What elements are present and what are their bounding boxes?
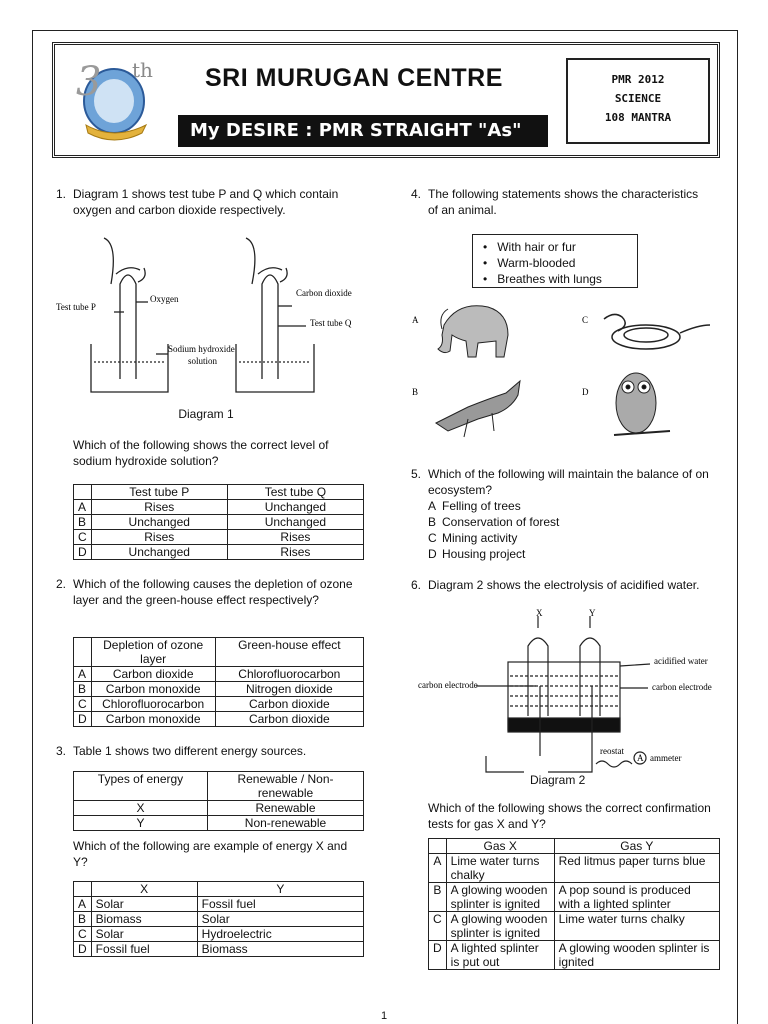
table-header xyxy=(74,485,92,500)
question-1-prompt: Which of the following shows the correct level of sodium hydroxide solution? xyxy=(73,438,329,468)
label-ammeter: ammeter xyxy=(650,753,682,763)
table-cell: D xyxy=(74,712,92,727)
table-cell: Non-renewable xyxy=(208,816,364,831)
option-letter: D xyxy=(582,387,589,397)
option-item xyxy=(428,546,711,562)
label-reostat: reostat xyxy=(600,746,624,756)
table-cell: C xyxy=(429,912,447,941)
question-text: The following statements shows the characteristics of an animal. xyxy=(428,187,699,217)
characteristics-box xyxy=(472,234,638,288)
bullet-text: With hair or fur xyxy=(497,240,576,254)
crocodile-icon xyxy=(436,381,520,437)
table-header: Gas X xyxy=(446,839,554,854)
table-cell: Rises xyxy=(91,500,227,515)
label-carbon-electrode-right: carbon electrode xyxy=(652,682,712,692)
label-x: X xyxy=(536,608,543,618)
animal-options-figure xyxy=(408,295,718,445)
table-cell: A pop sound is produced with a lighted splinter xyxy=(554,883,719,912)
option-letter: A xyxy=(428,499,437,513)
table-cell: Lime water turns chalky xyxy=(446,854,554,883)
question-6-table xyxy=(428,838,720,970)
table-cell: A glowing wooden splinter is ignited xyxy=(446,912,554,941)
table-row xyxy=(74,682,364,697)
table-cell: C xyxy=(74,927,92,942)
bullet-item: • Warm-blooded xyxy=(483,256,576,270)
table-cell: Unchanged xyxy=(91,545,227,560)
question-number: 3. xyxy=(56,744,67,758)
table-cell: Carbon dioxide xyxy=(91,667,215,682)
question-6 xyxy=(411,577,711,593)
table-cell: Rises xyxy=(227,545,363,560)
table-row xyxy=(429,941,720,970)
question-number: 4. xyxy=(411,187,422,201)
table-cell: Solar xyxy=(197,912,363,927)
question-3-prompt: Which of the following are example of energy X and Y? xyxy=(73,839,348,869)
table-cell: Solar xyxy=(91,897,197,912)
table-header-row xyxy=(74,485,364,500)
table-cell: D xyxy=(74,545,92,560)
question-6-prompt: Which of the following shows the correct confirmation tests for gas X and Y? xyxy=(428,801,711,831)
table-cell: A glowing wooden splinter is ignited xyxy=(446,883,554,912)
table-cell: Chlorofluorocarbon xyxy=(215,667,363,682)
table-cell: D xyxy=(429,941,447,970)
table-cell: Carbon dioxide xyxy=(215,712,363,727)
table-cell: Chlorofluorocarbon xyxy=(91,697,215,712)
question-text: Diagram 2 shows the electrolysis of acidified water. xyxy=(428,578,700,592)
table-cell: A xyxy=(429,854,447,883)
table-cell: Hydroelectric xyxy=(197,927,363,942)
table-cell: Fossil fuel xyxy=(91,942,197,957)
table-row xyxy=(74,897,364,912)
table-cell: Fossil fuel xyxy=(197,897,363,912)
table-row xyxy=(74,912,364,927)
table-cell: B xyxy=(74,912,92,927)
option-letter: B xyxy=(412,387,419,397)
question-number: 1. xyxy=(56,187,67,201)
table-header: Depletion of ozone layer xyxy=(91,638,215,667)
label-naoh: Sodium hydroxide xyxy=(168,344,235,354)
page-number: 1 xyxy=(380,1010,388,1022)
info-line: 108 MANTRA xyxy=(604,111,672,124)
table-cell: C xyxy=(74,697,92,712)
question-text: Table 1 shows two different energy sources. xyxy=(73,744,307,758)
label-solution: solution xyxy=(188,356,218,366)
table-cell: Unchanged xyxy=(227,500,363,515)
bullet-item: • Breathes with lungs xyxy=(483,272,602,286)
label-acidified-water: acidified water xyxy=(654,656,708,666)
table-header-row xyxy=(74,772,364,801)
table-cell: C xyxy=(74,530,92,545)
options-list xyxy=(428,498,711,562)
table-header xyxy=(74,882,92,897)
table-header-row xyxy=(74,882,364,897)
label-test-tube-q: Test tube Q xyxy=(310,318,352,328)
question-2 xyxy=(56,576,356,608)
table-cell: Nitrogen dioxide xyxy=(215,682,363,697)
option-text: Conservation of forest xyxy=(442,515,560,529)
diagram-2-caption: Diagram 2 xyxy=(530,773,586,787)
table-row xyxy=(429,883,720,912)
table-cell: B xyxy=(74,515,92,530)
diagram-2-figure xyxy=(416,606,720,786)
table-header xyxy=(429,839,447,854)
bullet-text: Breathes with lungs xyxy=(497,272,602,286)
table-cell: Y xyxy=(74,816,208,831)
question-3-table xyxy=(73,881,364,957)
question-number: 2. xyxy=(56,577,67,591)
label-y: Y xyxy=(589,608,596,618)
snake-icon xyxy=(604,314,710,349)
elephant-icon xyxy=(438,306,508,357)
table-row xyxy=(74,530,364,545)
option-item xyxy=(428,514,711,530)
table-row xyxy=(74,942,364,957)
table-cell: B xyxy=(429,883,447,912)
table-cell: B xyxy=(74,682,92,697)
option-item xyxy=(428,530,711,546)
table-cell: Lime water turns chalky xyxy=(554,912,719,941)
question-4 xyxy=(411,186,711,218)
table-header: Renewable / Non-renewable xyxy=(208,772,364,801)
table-row xyxy=(74,712,364,727)
table-header: Test tube Q xyxy=(227,485,363,500)
table-row xyxy=(429,854,720,883)
option-text: Mining activity xyxy=(442,531,518,545)
option-letter: B xyxy=(428,515,437,529)
table-cell: A glowing wooden splinter is ignited xyxy=(554,941,719,970)
table-row xyxy=(74,667,364,682)
table-row xyxy=(74,801,364,816)
table-cell: Rises xyxy=(227,530,363,545)
question-text: Which of the following will maintain the balance of on ecosystem? xyxy=(428,467,709,497)
svg-text:th: th xyxy=(132,58,153,82)
question-text: Diagram 1 shows test tube P and Q which contain oxygen and carbon dioxide respectively. xyxy=(73,187,339,217)
option-letter: C xyxy=(582,315,589,325)
table-header: Types of energy xyxy=(74,772,208,801)
page-title: SRI MURUGAN CENTRE xyxy=(205,64,503,92)
owl-icon xyxy=(614,373,670,435)
table-row xyxy=(74,697,364,712)
question-1-table xyxy=(73,484,364,560)
table-cell: A xyxy=(74,897,92,912)
svg-text:3: 3 xyxy=(76,59,102,105)
bullet-text: Warm-blooded xyxy=(497,256,576,270)
option-text: Felling of trees xyxy=(442,499,521,513)
logo-30th-icon xyxy=(64,55,162,143)
ammeter-symbol: A xyxy=(637,753,644,763)
table-header: X xyxy=(91,882,197,897)
table-row xyxy=(74,545,364,560)
table-cell: A xyxy=(74,667,92,682)
option-letter: C xyxy=(428,531,437,545)
table-header: Green-house effect xyxy=(215,638,363,667)
option-item xyxy=(428,498,711,514)
label-carbon-electrode-left: carbon electrode xyxy=(418,680,478,690)
exam-info-box xyxy=(566,58,710,144)
table-cell: Biomass xyxy=(197,942,363,957)
table-cell: D xyxy=(74,942,92,957)
table-cell: A lighted splinter is put out xyxy=(446,941,554,970)
table-cell: Unchanged xyxy=(91,515,227,530)
option-letter: D xyxy=(428,547,437,561)
label-carbon-dioxide: Carbon dioxide xyxy=(296,288,352,298)
table-cell: X xyxy=(74,801,208,816)
table-cell: Carbon dioxide xyxy=(215,697,363,712)
table-cell: Carbon monoxide xyxy=(91,712,215,727)
table-cell: A xyxy=(74,500,92,515)
table-cell: Rises xyxy=(91,530,227,545)
option-text: Housing project xyxy=(442,547,526,561)
question-5 xyxy=(411,466,711,562)
table-row xyxy=(74,816,364,831)
table-header: Gas Y xyxy=(554,839,719,854)
table-cell: Solar xyxy=(91,927,197,942)
info-line: SCIENCE xyxy=(614,92,662,105)
label-oxygen: Oxygen xyxy=(150,294,179,304)
diagram-1-figure xyxy=(56,234,366,402)
table-row xyxy=(74,500,364,515)
question-1 xyxy=(56,186,356,218)
table-row xyxy=(429,912,720,941)
question-text: Which of the following causes the depletion of ozone layer and the green-house effect respectively? xyxy=(73,577,353,607)
table-header xyxy=(74,638,92,667)
table-row xyxy=(74,515,364,530)
info-line: PMR 2012 xyxy=(611,73,665,86)
diagram-1-caption: Diagram 1 xyxy=(178,407,234,421)
question-number: 5. xyxy=(411,467,422,481)
table-cell: Carbon monoxide xyxy=(91,682,215,697)
option-letter: A xyxy=(412,315,419,325)
bullet-item: • With hair or fur xyxy=(483,240,576,254)
table-cell: Biomass xyxy=(91,912,197,927)
label-test-tube-p: Test tube P xyxy=(56,302,96,312)
question-2-table xyxy=(73,637,364,727)
table-header: Test tube P xyxy=(91,485,227,500)
table-cell: Unchanged xyxy=(227,515,363,530)
table-row xyxy=(74,927,364,942)
table-1 xyxy=(73,771,364,831)
question-3 xyxy=(56,743,356,759)
table-cell: Renewable xyxy=(208,801,364,816)
table-header-row xyxy=(74,638,364,667)
table-header: Y xyxy=(197,882,363,897)
table-cell: Red litmus paper turns blue xyxy=(554,854,719,883)
table-header-row xyxy=(429,839,720,854)
question-number: 6. xyxy=(411,578,422,592)
slogan-banner: My DESIRE : PMR STRAIGHT "As" xyxy=(178,115,548,147)
